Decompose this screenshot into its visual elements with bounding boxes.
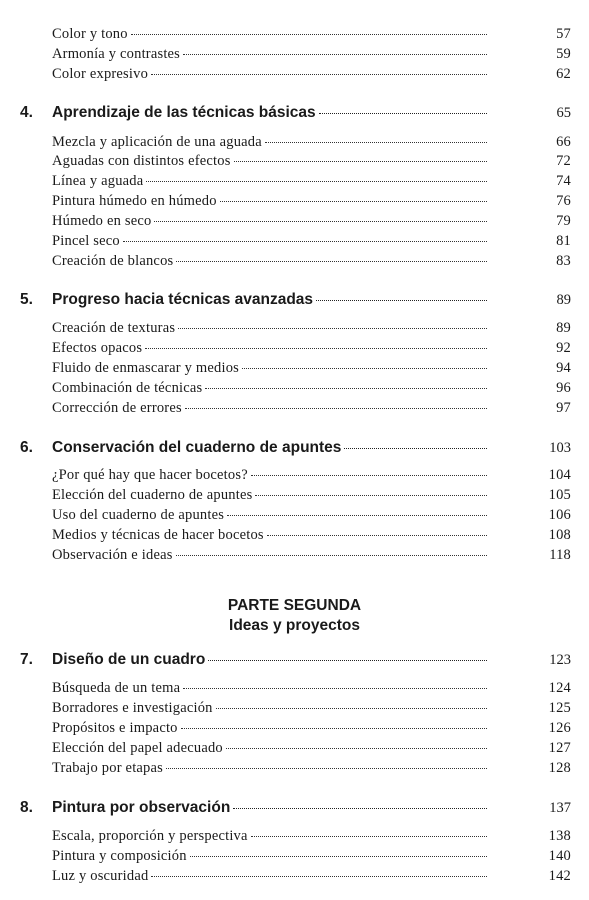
chapter-number: 7.	[20, 651, 33, 668]
page-number: 105	[548, 487, 571, 503]
part-heading	[0, 596, 589, 636]
section-title: Elección del papel adecuado	[52, 740, 223, 756]
toc-section-entry[interactable]	[0, 173, 589, 190]
part-label: PARTE SEGUNDA	[227, 597, 362, 614]
chapter-title: Conservación del cuaderno de apuntes	[52, 439, 342, 456]
toc-section-entry[interactable]	[0, 848, 589, 865]
dot-leader	[242, 368, 487, 369]
chapter-title: Progreso hacia técnicas avanzadas	[52, 291, 314, 308]
dot-leader	[166, 768, 487, 769]
toc-section-entry[interactable]	[0, 66, 589, 83]
toc-section-entry[interactable]	[0, 720, 589, 737]
section-title: Efectos opacos	[52, 340, 143, 356]
dot-leader	[205, 388, 487, 389]
toc-section-entry[interactable]	[0, 740, 589, 757]
section-title: ¿Por qué hay que hacer bocetos?	[52, 467, 248, 483]
section-title: Color expresivo	[52, 66, 149, 82]
dot-leader	[123, 241, 487, 242]
page-number: 118	[549, 547, 571, 563]
section-title: Creación de texturas	[52, 320, 176, 336]
page-number: 96	[556, 380, 571, 396]
dot-leader	[131, 34, 487, 35]
chapter-number: 8.	[20, 799, 33, 816]
page-number: 140	[548, 848, 571, 864]
section-title: Corrección de errores	[52, 400, 182, 416]
page-number: 97	[556, 400, 571, 416]
page-number: 65	[556, 105, 571, 121]
toc-section-entry[interactable]	[0, 320, 589, 337]
toc-section-entry[interactable]	[0, 340, 589, 357]
dot-leader	[176, 261, 487, 262]
dot-leader	[183, 688, 487, 689]
toc-section-entry[interactable]	[0, 153, 589, 170]
toc-chapter-entry[interactable]	[0, 439, 589, 457]
section-title: Pincel seco	[52, 233, 120, 249]
section-title: Creación de blancos	[52, 253, 174, 269]
section-title: Fluido de enmascarar y medios	[52, 360, 240, 376]
dot-leader	[267, 535, 487, 536]
page-number: 74	[556, 173, 571, 189]
dot-leader	[316, 300, 487, 301]
section-title: Trabajo por etapas	[52, 760, 163, 776]
chapter-number: 5.	[20, 291, 33, 308]
dot-leader	[265, 142, 487, 143]
toc-section-entry[interactable]	[0, 828, 589, 845]
page-number: 57	[556, 26, 571, 42]
dot-leader	[255, 495, 487, 496]
toc-chapter-entry[interactable]	[0, 104, 589, 122]
dot-leader	[216, 708, 487, 709]
page-number: 59	[556, 46, 571, 62]
page-number: 138	[548, 828, 571, 844]
toc-section-entry[interactable]	[0, 193, 589, 210]
section-title: Color y tono	[52, 26, 128, 42]
section-title: Elección del cuaderno de apuntes	[52, 487, 253, 503]
page-number: 79	[556, 213, 571, 229]
toc-chapter-entry[interactable]	[0, 799, 589, 817]
page-number: 106	[548, 507, 571, 523]
chapter-title: Aprendizaje de las técnicas básicas	[52, 104, 316, 121]
dot-leader	[154, 221, 487, 222]
section-title: Mezcla y aplicación de una aguada	[52, 134, 262, 150]
toc-section-entry[interactable]	[0, 487, 589, 504]
section-title: Armonía y contrastes	[52, 46, 181, 62]
section-title: Aguadas con distintos efectos	[52, 153, 231, 169]
toc-chapter-entry[interactable]	[0, 651, 589, 669]
section-title: Observación e ideas	[52, 547, 173, 563]
page-number: 108	[548, 527, 571, 543]
dot-leader	[233, 808, 487, 809]
dot-leader	[145, 348, 487, 349]
toc-section-entry[interactable]	[0, 400, 589, 417]
toc-section-entry[interactable]	[0, 680, 589, 697]
toc-section-entry[interactable]	[0, 700, 589, 717]
dot-leader	[185, 408, 487, 409]
dot-leader	[176, 555, 487, 556]
dot-leader	[181, 728, 487, 729]
dot-leader	[183, 54, 487, 55]
section-title: Línea y aguada	[52, 173, 144, 189]
toc-section-entry[interactable]	[0, 46, 589, 63]
dot-leader	[251, 836, 487, 837]
section-title: Luz y oscuridad	[52, 868, 149, 884]
page-number: 62	[556, 66, 571, 82]
page-number: 137	[549, 800, 571, 816]
page-number: 128	[548, 760, 571, 776]
toc-section-entry[interactable]	[0, 233, 589, 250]
dot-leader	[220, 201, 487, 202]
page-number: 72	[556, 153, 571, 169]
page-number: 92	[556, 340, 571, 356]
page-number: 81	[556, 233, 571, 249]
page-number: 125	[548, 700, 571, 716]
dot-leader	[151, 876, 487, 877]
dot-leader	[208, 660, 487, 661]
dot-leader	[190, 856, 487, 857]
page-number: 89	[556, 320, 571, 336]
toc-section-entry[interactable]	[0, 134, 589, 151]
toc-chapter-entry[interactable]	[0, 291, 589, 309]
page-number: 126	[548, 720, 571, 736]
section-title: Búsqueda de un tema	[52, 680, 181, 696]
page-number: 94	[556, 360, 571, 376]
dot-leader	[151, 74, 487, 75]
page-number: 123	[549, 652, 571, 668]
page-number: 83	[556, 253, 571, 269]
toc-section-entry[interactable]	[0, 253, 589, 270]
dot-leader	[234, 161, 487, 162]
toc-section-entry[interactable]	[0, 760, 589, 777]
dot-leader	[146, 181, 487, 182]
toc-section-entry[interactable]	[0, 467, 589, 484]
section-title: Escala, proporción y perspectiva	[52, 828, 248, 844]
dot-leader	[178, 328, 487, 329]
section-title: Propósitos e impacto	[52, 720, 178, 736]
page-number: 66	[556, 134, 571, 150]
section-title: Medios y técnicas de hacer bocetos	[52, 527, 264, 543]
section-title: Borradores e investigación	[52, 700, 213, 716]
section-title: Húmedo en seco	[52, 213, 152, 229]
page-number: 76	[556, 193, 571, 209]
page-number: 103	[549, 440, 571, 456]
page-number: 127	[548, 740, 571, 756]
toc-section-entry[interactable]	[0, 26, 589, 43]
toc-section-entry[interactable]	[0, 380, 589, 397]
dot-leader	[227, 515, 487, 516]
dot-leader	[251, 475, 487, 476]
dot-leader	[226, 748, 487, 749]
toc-section-entry[interactable]	[0, 507, 589, 524]
toc-section-entry[interactable]	[0, 360, 589, 377]
section-title: Uso del cuaderno de apuntes	[52, 507, 225, 523]
chapter-number: 4.	[20, 104, 33, 121]
page-number: 89	[556, 292, 571, 308]
chapter-title: Diseño de un cuadro	[52, 651, 206, 668]
page-number: 124	[548, 680, 571, 696]
section-title: Pintura y composición	[52, 848, 187, 864]
toc-section-entry[interactable]	[0, 868, 589, 885]
dot-leader	[344, 448, 487, 449]
chapter-number: 6.	[20, 439, 33, 456]
toc-section-entry[interactable]	[0, 547, 589, 564]
toc-section-entry[interactable]	[0, 527, 589, 544]
section-title: Pintura húmedo en húmedo	[52, 193, 217, 209]
page-number: 104	[548, 467, 571, 483]
chapter-title: Pintura por observación	[52, 799, 231, 816]
toc-section-entry[interactable]	[0, 213, 589, 230]
page-number: 142	[548, 868, 571, 884]
dot-leader	[319, 113, 487, 114]
part-subtitle: Ideas y proyectos	[229, 617, 360, 634]
section-title: Combinación de técnicas	[52, 380, 203, 396]
